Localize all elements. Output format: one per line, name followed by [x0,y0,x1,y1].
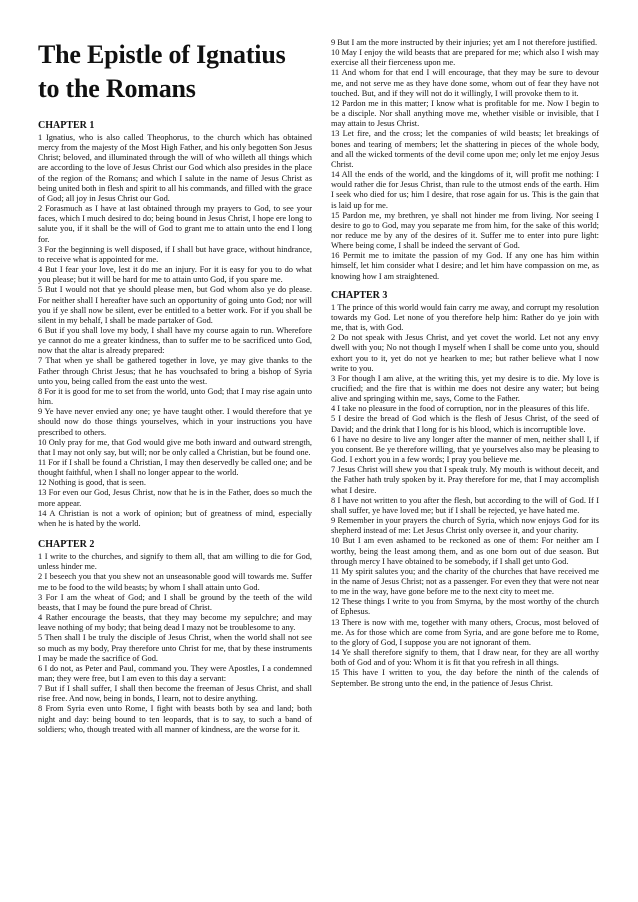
verse: 15 This have I written to you, the day before the ninth of the calends of September. Be strong unto the end, in the patience of Jesus Christ. [331,668,599,688]
chapter-heading: CHAPTER 2 [38,539,95,551]
verse: 12 Pardon me in this matter; I know what is profitable for me. Now I begin to be a disciple. Nor shall anything move me, whether visible or invisible, that I may attain to Jesus Christ. [331,98,599,129]
chapter-1 [38,120,312,529]
chapter-2-continued [331,38,599,282]
verse: 7 That when ye shall be gathered together in love, ye may give thanks to the Father through Christ Jesus; that he has vouchsafed to bring a bishop of Syria unto you, being called from the east unto the west. [38,356,312,386]
verse: 3 For though I am alive, at the writing this, yet my desire is to die. My love is crucified; and the fire that is within me does not desire any water; but being alive and springing within me, says, Come to the Father. [331,373,599,404]
verse: 10 Only pray for me, that God would give me both inward and outward strength, that I may not only say, but will; nor be only called a Christian, but be found one. [38,437,312,457]
chapter-spacer [38,529,312,539]
verse: 9 But I am the more instructed by their injuries; yet am I not therefore justified. [331,38,598,47]
verse: 10 May I enjoy the wild beasts that are prepared for me; which also I wish may exercise all their fierceness upon me. [331,48,599,68]
verse: 7 Jesus Christ will shew you that I speak truly. My mouth is without deceit, and the Father hath truly spoken by it. Pray therefore for me, that I may accomplish what I desire. [331,465,599,495]
verse: 15 Pardon me, my brethren, ye shall not hinder me from living. Nor seeing I desire to go to God, may you separate me from him, for the sake of this world; nor reduce me by any of the desires of it. Suffer me to enter into pure light: Where being come, I shall be indeed the servant of God. [331,210,599,251]
chapter-heading: CHAPTER 1 [38,120,95,131]
verse: 4 Rather encourage the beasts, that they may become my sepulchre; and may leave nothing of my body; that being dead I mazy not be troublesome to any. [38,613,312,633]
verse: 12 Nothing is good, that is seen. [38,478,146,488]
verse: 2 Do not speak with Jesus Christ, and yet covet the world. Let not any envy dwell with you; No not though I myself when I shall be come unto you, should exhort you to it, yet do not ye hearken to me; but rather believe what I now write to you. [331,333,599,373]
verse: 5 But I would not that ye should please men, but God whom also ye do please. For neither shall I hereafter have such an opportunity of going unto God; nor will you if ye shall now be silent, ever be entitled to a better work. For if you shall be silent in my behalf, I shall be made partaker of God. [38,285,312,325]
verse: 4 I take no pleasure in the food of corruption, nor in the pleasures of this life. [331,404,590,414]
right-column [331,38,599,689]
verse: 6 But if you shall love my body, I shall have my course again to run. Wherefore ye cannot do me a greater kindness, than to suffer me to be sacrificed unto God, now that the altar is already prepared: [38,325,312,356]
verse: 14 A Christian is not a work of opinion; but of greatness of mind, especially when he is hated by the world. [38,508,312,528]
verse: 8 I have not written to you after the flesh, but according to the will of God. If I shall suffer, ye have loved me; but if I shall be rejected, ye have hated me. [331,495,599,515]
verse: 2 Forasmuch as I have at last obtained through my prayers to God, to see your faces, which I much desired to do; being bound in Jesus Christ, I hope ere long to salute you, if it shall be the will of God to grant me to attain unto the end I long for. [38,204,312,244]
verse: 1 I write to the churches, and signify to them all, that am willing to die for God, unless hinder me. [38,552,312,572]
verse: 1 Ignatius, who is also called Theophorus, to the church which has obtained mercy from the majesty of the Most High Father, and his only begotten Son Jesus Christ; beloved, and illuminated through the will of who willeth all things which are according to the love of Jesus Christ our God which also presides in the place of the region of the Romans; and which I salute in the name of Jesus Christ as being united both in flesh and spirit to all his commands, and filled with the grace of God; all joy in Jesus Christ our God. [38,133,312,203]
verse: 1 The prince of this world would fain carry me away, and corrupt my resolution towards my God. Let none of you therefore help him: Rather do ye join with me, that is, with God. [331,302,599,333]
verse: 13 Let fire, and the cross; let the companies of wild beasts; let breakings of bones and tearing of members; let the shattering in pieces of the whole body, and all the wicked torments of the devil come upon me; only let me enjoy Jesus Christ. [331,129,599,169]
verse: 8 From Syria even unto Rome, I fight with beasts both by sea and land; both night and day: being bound to ten leopards, that is to say, to such a band of soldiers; who, though treated with all manner of kindness, are the worse for it. [38,704,312,734]
chapter-2 [38,539,312,735]
verse: 13 There is now with me, together with many others, Crocus, most beloved of me. As for those which are come from Syria, and are gone before me to Rome, to the glory of God, I suppose you are not ignorant of them. [331,617,599,647]
verse: 9 Remember in your prayers the church of Syria, which now enjoys God for its shepherd instead of me: Let Jesus Christ only oversee it, and your charity. [331,516,599,536]
chapter-heading: CHAPTER 3 [331,289,388,301]
verse: 5 Then shall I be truly the disciple of Jesus Christ, when the world shall not see so much as my body, Pray therefore unto Christ for me, that by these instruments I may be made the sacrifice of God. [38,633,312,663]
left-column [38,38,312,735]
verse: 7 But if I shall suffer, I shall then become the freeman of Jesus Christ, and shall rise free. And now, being in bonds, I learn, not to desire anything. [38,684,312,704]
verse: 6 I have no desire to live any longer after the manner of men, neither shall I, if you consent. Be ye therefore willing, that ye yourselves also may be pleasing to God. I exhort you in a few words; I pray you believe me. [331,434,599,465]
verse: 11 My spirit salutes you; and the charity of the churches that have received me in the name of Jesus Christ; not as a passenger. For even they that were not near to me in the way, have gone before me to the next city to meet me. [331,566,599,597]
chapter-3 [331,290,599,689]
verse: 14 Ye shall therefore signify to them, that I draw near, for they are all worthy both of God and of you: Whom it is fit that you refresh in all things. [331,648,599,668]
verse: 2 I beseech you that you shew not an unseasonable good will towards me. Suffer me to be food to the wild beasts; by whom I shall attain unto God. [38,572,312,592]
verse: 11 For if I shall be found a Christian, I may then deservedly be called one; and be thought faithful, when I shall no longer appear to the world. [38,458,312,478]
verse: 11 And whom for that end I will encourage, that they may be sure to devour me, and not serve me as they have done some, whom out of fear they have not touched. But, and if they will not do it willingly, I will provoke them to it. [331,68,599,98]
verse: 6 I do not, as Peter and Paul, command you. They were Apostles, I a condemned man; they were free, but I am even to this day a servant: [38,663,312,683]
verse: 3 For I am the wheat of God; and I shall be ground by the teeth of the wild beasts, that I may be found the pure bread of Christ. [38,592,312,612]
verse: 5 I desire the bread of God which is the flesh of Jesus Christ, of the seed of David; and the drink that I long for is his blood, which is incorruptible love. [331,414,599,434]
verse: 12 These things I write to you from Smyrna, by the most worthy of the church of Ephesus. [331,597,599,617]
verse: 10 But I am even ashamed to be reckoned as one of them: For neither am I worthy, being the least among them, and as one born out of due season. But through mercy I have obtained to be somebody, if I shall get unto God. [331,536,599,566]
verse: 9 Ye have never envied any one; ye have taught other. I would therefore that ye should now do those things yourselves, which in your instructions you have prescribed to others. [38,407,312,437]
verse: 4 But I fear your love, lest it do me an injury. For it is easy for you to do what you please; but it will be hard for me to attain unto God, if you spare me. [38,265,312,285]
verse: 14 All the ends of the world, and the kingdoms of it, will profit me nothing: I would rather die for Jesus Christ, than rule to the utmost ends of the earth. Him I seek who died for us; him I desire, that rose again for us. This is the gain that is laid up for me. [331,170,599,210]
chapter-spacer [331,282,599,290]
verse: 8 For it is good for me to set from the world, unto God; that I may rise again unto him. [38,386,312,407]
document-title: The Epistle of Ignatius to the Romans [38,40,286,103]
verse: 16 Permit me to imitate the passion of my God. If any one has him within himself, let him consider what I desire; and let him have compassion on me, as knowing how I am straightened. [331,251,599,281]
verse: 3 For the beginning is well disposed, if I shall but have grace, without hindrance, to receive what is appointed for me. [38,244,312,264]
verse: 13 For even our God, Jesus Christ, now that he is in the Father, does so much the more appear. [38,488,312,508]
